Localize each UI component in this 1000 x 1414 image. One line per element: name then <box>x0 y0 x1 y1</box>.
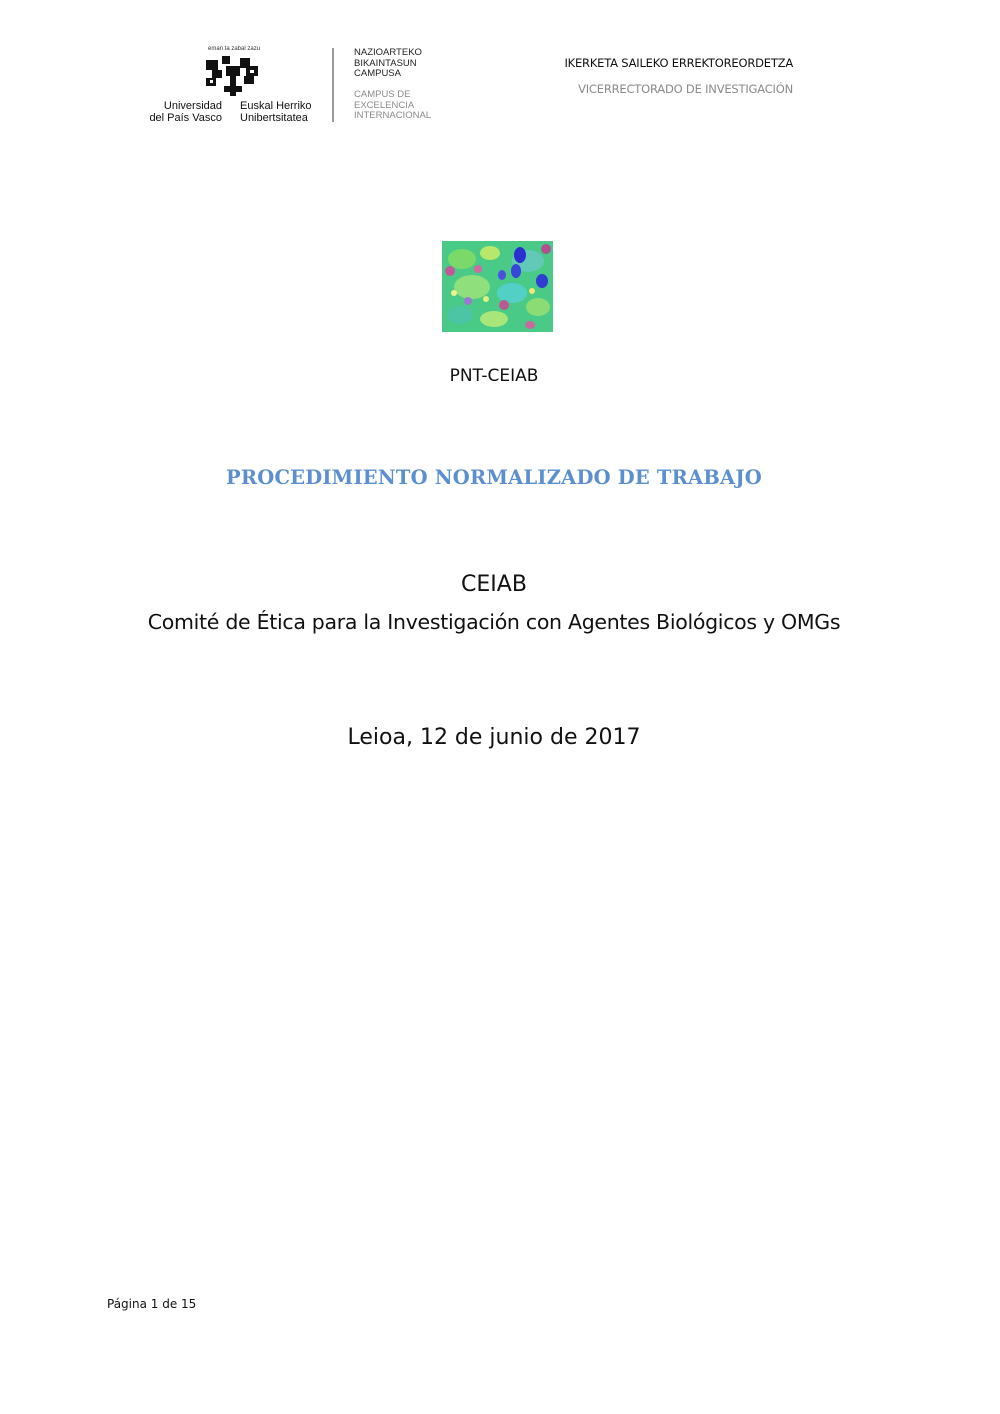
logo-campus-es-line1: CAMPUS DE <box>354 89 411 100</box>
document-title: PROCEDIMIENTO NORMALIZADO DE TRABAJO <box>226 466 762 489</box>
page-number: Página 1 de 15 <box>107 1297 197 1311</box>
document-code: PNT-CEIAB <box>449 366 539 386</box>
upv-ehu-emblem-icon <box>204 54 262 98</box>
logo-campus-eu <box>354 48 422 80</box>
logo-campus-es-line3: INTERNACIONAL <box>354 110 432 121</box>
committee-name: Comité de Ética para la Investigación con Agentes Biológicos y OMGs <box>147 610 841 634</box>
logo-university-es-line2: del País Vasco <box>149 112 222 124</box>
university-logo <box>144 44 444 126</box>
logo-university-eu-line2: Unibertsitatea <box>240 112 308 124</box>
logo-campus-eu-line1: NAZIOARTEKO <box>354 47 422 58</box>
logo-campus-es-line2: EXCELENCIA <box>354 99 415 111</box>
logo-university-eu-line1: Euskal Herriko <box>240 100 312 112</box>
logo-campus-es <box>354 90 431 122</box>
vicerrectorado-es: VICERRECTORADO DE INVESTIGACIÓN <box>578 82 793 96</box>
logo-motto: eman ta zabal zazu <box>208 46 261 52</box>
logo-university-es-line1: Universidad <box>163 100 222 112</box>
logo-divider <box>332 48 334 122</box>
committee-acronym: CEIAB <box>461 572 527 597</box>
microscopy-fluorescence-image <box>442 241 553 332</box>
logo-campus-eu-line3: CAMPUSA <box>354 68 401 79</box>
place-date: Leioa, 12 de junio de 2017 <box>347 725 641 750</box>
vicerrectorado-eu: IKERKETA SAILEKO ERREKTOREORDETZA <box>564 56 793 70</box>
logo-university-eu <box>240 100 312 124</box>
logo-campus-eu-line2: BIKAINTASUN <box>354 57 417 69</box>
logo-university-es <box>144 100 222 124</box>
